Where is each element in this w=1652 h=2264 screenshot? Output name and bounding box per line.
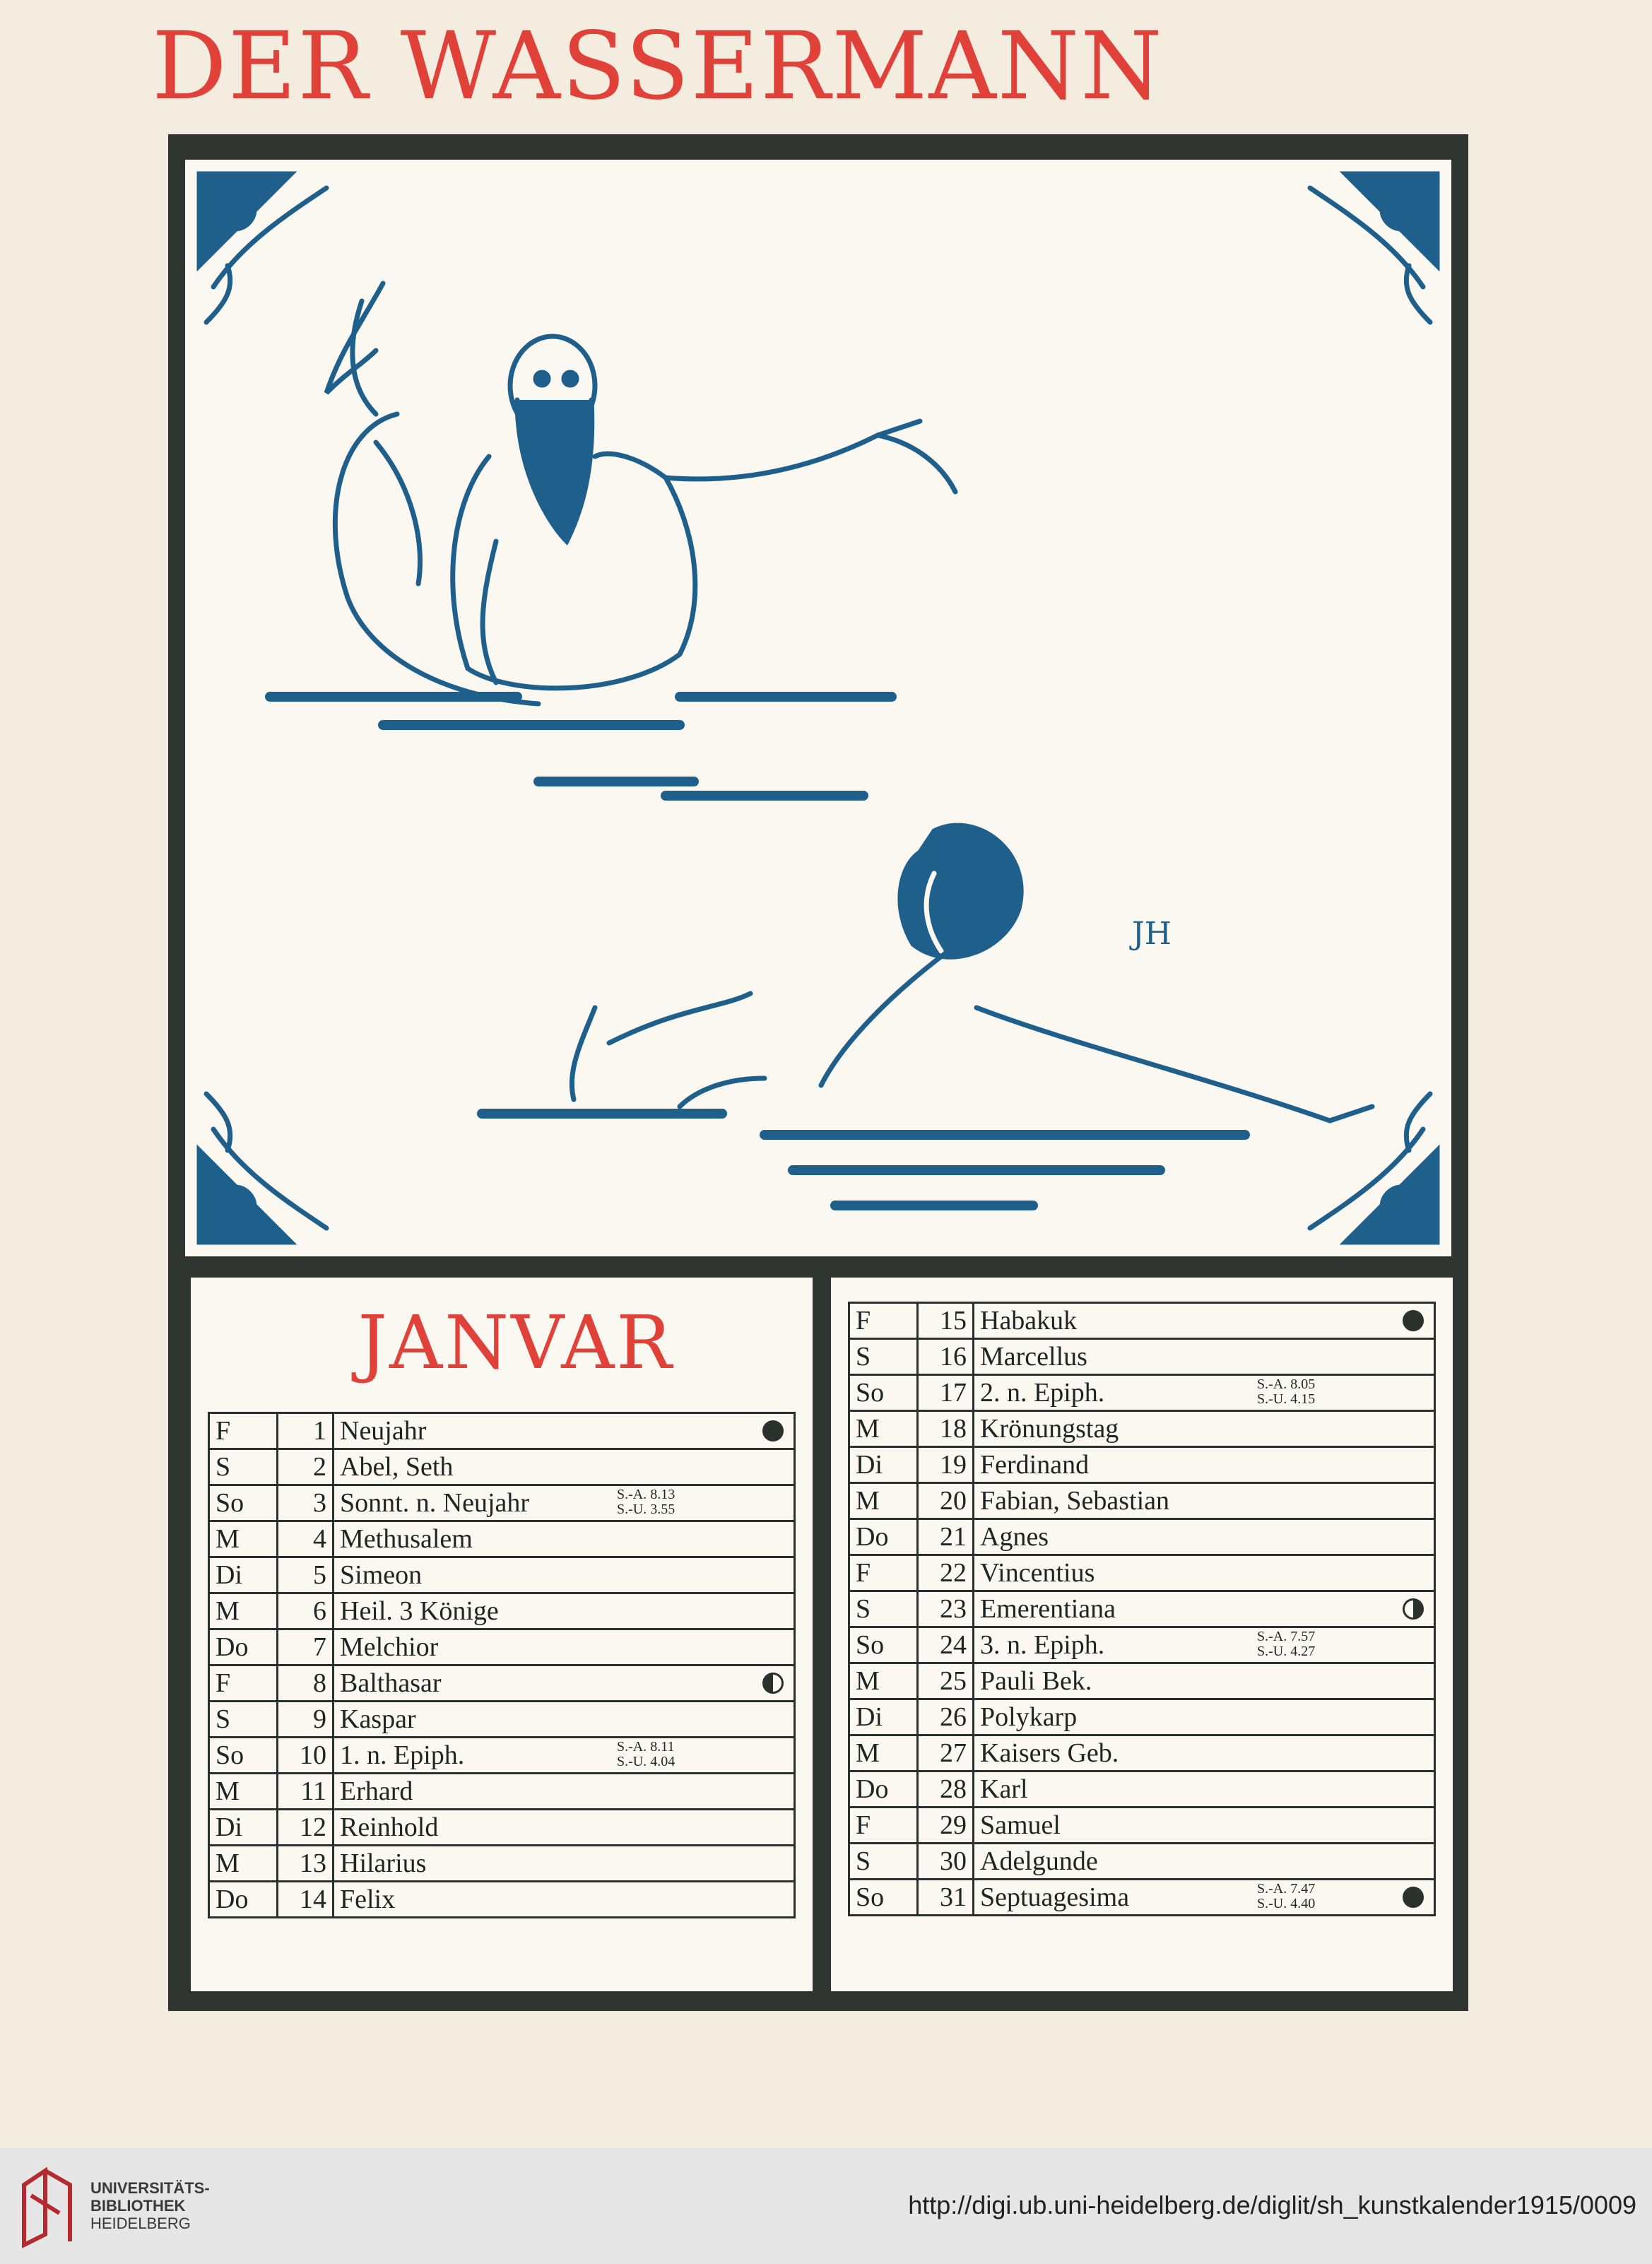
saint-name: Erhard xyxy=(340,1776,413,1806)
weekday-cell: M xyxy=(209,1521,278,1557)
day-number-cell: 15 xyxy=(918,1303,974,1339)
saint-name: 3. n. Epiph. xyxy=(980,1630,1105,1660)
saint-name: Karl xyxy=(980,1774,1028,1804)
day-number-cell: 11 xyxy=(278,1774,334,1810)
calendar-row xyxy=(849,1483,1435,1519)
weekday-cell: M xyxy=(849,1663,918,1699)
logo-line-3: HEIDELBERG xyxy=(90,2215,191,2232)
calendar-row xyxy=(209,1629,795,1665)
weekday-cell: F xyxy=(849,1808,918,1844)
weekday-cell: Di xyxy=(209,1810,278,1846)
name-day-cell xyxy=(974,1699,1435,1735)
name-day-cell xyxy=(334,1810,795,1846)
calendar-table-days-1-14 xyxy=(208,1412,796,1918)
day-number-cell: 24 xyxy=(918,1627,974,1663)
name-day-cell xyxy=(974,1447,1435,1483)
day-number-cell: 23 xyxy=(918,1591,974,1627)
calendar-row xyxy=(209,1413,795,1449)
weekday-cell: M xyxy=(849,1735,918,1771)
weekday-cell: F xyxy=(209,1413,278,1449)
footer-bar xyxy=(0,2148,1652,2264)
name-day-cell xyxy=(334,1593,795,1629)
calendar-panel-left xyxy=(191,1278,813,1991)
day-number-cell: 13 xyxy=(278,1846,334,1882)
name-day-cell xyxy=(974,1844,1435,1880)
sunrise-sunset-times xyxy=(617,1487,675,1517)
weekday-cell: So xyxy=(849,1880,918,1916)
weekday-cell: Do xyxy=(849,1771,918,1808)
calendar-row xyxy=(849,1880,1435,1916)
weekday-cell: Di xyxy=(209,1557,278,1593)
calendar-row xyxy=(849,1519,1435,1555)
moon-phase-icon xyxy=(1403,1887,1424,1908)
name-day-cell xyxy=(974,1375,1435,1411)
calendar-row xyxy=(209,1485,795,1521)
name-day-cell xyxy=(974,1411,1435,1447)
weekday-cell: So xyxy=(209,1738,278,1774)
weekday-cell: M xyxy=(209,1593,278,1629)
calendar-row xyxy=(849,1411,1435,1447)
saint-name: Emerentiana xyxy=(980,1594,1116,1624)
mermaid-figure xyxy=(572,825,1372,1121)
moon-phase-icon xyxy=(762,1420,784,1441)
aquarius-illustration xyxy=(182,157,1454,1259)
sunset-time: S.-U. 3.55 xyxy=(617,1502,675,1517)
library-logo-text xyxy=(90,2179,210,2232)
weekday-cell: Di xyxy=(849,1447,918,1483)
name-day-cell xyxy=(334,1521,795,1557)
calendar-row xyxy=(209,1521,795,1557)
sunset-time: S.-U. 4.04 xyxy=(617,1754,675,1769)
name-day-cell xyxy=(334,1702,795,1738)
illustration-svg xyxy=(185,160,1451,1256)
calendar-row xyxy=(849,1808,1435,1844)
page-title: DER WASSERMANN xyxy=(152,12,1164,121)
moon-phase-icon xyxy=(1403,1598,1424,1620)
saint-name: Samuel xyxy=(980,1810,1061,1840)
day-number-cell: 12 xyxy=(278,1810,334,1846)
water-strokes-upper xyxy=(270,697,892,796)
day-number-cell: 31 xyxy=(918,1880,974,1916)
name-day-cell xyxy=(334,1774,795,1810)
day-number-cell: 26 xyxy=(918,1699,974,1735)
sunrise-sunset-times xyxy=(1257,1882,1315,1911)
corner-ornament-bottom-left xyxy=(199,1094,326,1242)
weekday-cell: M xyxy=(849,1411,918,1447)
name-day-cell xyxy=(334,1557,795,1593)
calendar-row xyxy=(849,1663,1435,1699)
sunrise-time: S.-A. 8.11 xyxy=(617,1739,675,1755)
name-day-cell xyxy=(974,1771,1435,1808)
calendar-row xyxy=(209,1449,795,1485)
day-number-cell: 1 xyxy=(278,1413,334,1449)
saint-name: Habakuk xyxy=(980,1306,1078,1336)
calendar-row xyxy=(849,1555,1435,1591)
calendar-row xyxy=(849,1375,1435,1411)
calendar-row xyxy=(209,1557,795,1593)
weekday-cell: F xyxy=(209,1665,278,1702)
name-day-cell xyxy=(974,1880,1435,1916)
day-number-cell: 21 xyxy=(918,1519,974,1555)
weekday-cell: Do xyxy=(849,1519,918,1555)
library-logo-icon xyxy=(17,2164,81,2248)
name-day-cell xyxy=(974,1627,1435,1663)
saint-name: Methusalem xyxy=(340,1524,473,1554)
corner-ornament-bottom-right xyxy=(1310,1094,1437,1242)
saint-name: 2. n. Epiph. xyxy=(980,1378,1105,1408)
day-number-cell: 28 xyxy=(918,1771,974,1808)
logo-line-2: BIBLIOTHEK xyxy=(90,2197,186,2215)
calendar-row xyxy=(849,1735,1435,1771)
saint-name: Neujahr xyxy=(340,1416,427,1446)
day-number-cell: 18 xyxy=(918,1411,974,1447)
name-day-cell xyxy=(334,1485,795,1521)
name-day-cell xyxy=(974,1735,1435,1771)
water-strokes-lower xyxy=(482,1114,1245,1205)
name-day-cell xyxy=(974,1339,1435,1375)
day-number-cell: 29 xyxy=(918,1808,974,1844)
weekday-cell: S xyxy=(209,1449,278,1485)
calendar-row xyxy=(849,1771,1435,1808)
day-number-cell: 19 xyxy=(918,1447,974,1483)
name-day-cell xyxy=(974,1808,1435,1844)
name-day-cell xyxy=(974,1555,1435,1591)
month-title: JANVAR xyxy=(358,1299,674,1386)
saint-name: Kaspar xyxy=(340,1704,416,1734)
calendar-panel-right xyxy=(831,1278,1453,1991)
day-number-cell: 7 xyxy=(278,1629,334,1665)
name-day-cell xyxy=(974,1303,1435,1339)
name-day-cell xyxy=(974,1663,1435,1699)
weekday-cell: Do xyxy=(209,1882,278,1918)
saint-name: Agnes xyxy=(980,1522,1049,1552)
saint-name: Melchior xyxy=(340,1632,439,1662)
saint-name: Sonnt. n. Neujahr xyxy=(340,1488,530,1518)
moon-phase-icon xyxy=(1403,1310,1424,1331)
calendar-row xyxy=(849,1447,1435,1483)
sunset-time: S.-U. 4.40 xyxy=(1257,1896,1316,1911)
sunrise-time: S.-A. 7.57 xyxy=(1257,1629,1316,1644)
saint-name: Hilarius xyxy=(340,1849,427,1878)
day-number-cell: 3 xyxy=(278,1485,334,1521)
day-number-cell: 25 xyxy=(918,1663,974,1699)
weekday-cell: So xyxy=(849,1375,918,1411)
calendar-row xyxy=(209,1593,795,1629)
artist-monogram: JH xyxy=(1132,916,1172,952)
saint-name: Felix xyxy=(340,1885,396,1914)
calendar-row xyxy=(849,1844,1435,1880)
sunrise-sunset-times xyxy=(617,1740,675,1769)
calendar-row xyxy=(209,1738,795,1774)
calendar-row xyxy=(849,1339,1435,1375)
calendar-row xyxy=(209,1846,795,1882)
name-day-cell xyxy=(334,1665,795,1702)
day-number-cell: 20 xyxy=(918,1483,974,1519)
calendar-row xyxy=(209,1774,795,1810)
sunset-time: S.-U. 4.27 xyxy=(1257,1644,1316,1659)
name-day-cell xyxy=(334,1846,795,1882)
calendar-row xyxy=(849,1303,1435,1339)
calendar-row xyxy=(209,1665,795,1702)
corner-ornament-top-left xyxy=(199,174,326,322)
sunrise-sunset-times xyxy=(1257,1377,1315,1407)
name-day-cell xyxy=(334,1413,795,1449)
saint-name: Krönungstag xyxy=(980,1414,1119,1444)
sunrise-time: S.-A. 7.47 xyxy=(1257,1881,1316,1897)
day-number-cell: 10 xyxy=(278,1738,334,1774)
weekday-cell: So xyxy=(209,1485,278,1521)
name-day-cell xyxy=(334,1629,795,1665)
saint-name: Septuagesima xyxy=(980,1882,1130,1912)
day-number-cell: 17 xyxy=(918,1375,974,1411)
weekday-cell: M xyxy=(849,1483,918,1519)
source-url[interactable]: http://digi.ub.uni-heidelberg.de/diglit/sh_kunstkalender1915/0009 xyxy=(908,2191,1636,2219)
calendar-row xyxy=(209,1882,795,1918)
sunrise-time: S.-A. 8.05 xyxy=(1257,1376,1316,1392)
merman-figure xyxy=(326,283,955,704)
weekday-cell: M xyxy=(209,1774,278,1810)
saint-name: Adelgunde xyxy=(980,1846,1098,1876)
day-number-cell: 16 xyxy=(918,1339,974,1375)
sunset-time: S.-U. 4.15 xyxy=(1257,1391,1316,1407)
saint-name: Marcellus xyxy=(980,1342,1087,1372)
name-day-cell xyxy=(974,1483,1435,1519)
day-number-cell: 22 xyxy=(918,1555,974,1591)
weekday-cell: F xyxy=(849,1555,918,1591)
day-number-cell: 5 xyxy=(278,1557,334,1593)
weekday-cell: S xyxy=(209,1702,278,1738)
day-number-cell: 6 xyxy=(278,1593,334,1629)
calendar-row xyxy=(849,1627,1435,1663)
saint-name: Vincentius xyxy=(980,1558,1095,1588)
weekday-cell: Di xyxy=(849,1699,918,1735)
day-number-cell: 9 xyxy=(278,1702,334,1738)
weekday-cell: S xyxy=(849,1844,918,1880)
saint-name: Reinhold xyxy=(340,1812,439,1842)
day-number-cell: 4 xyxy=(278,1521,334,1557)
calendar-row xyxy=(209,1810,795,1846)
name-day-cell xyxy=(334,1882,795,1918)
saint-name: Balthasar xyxy=(340,1668,442,1698)
calendar-row xyxy=(209,1702,795,1738)
sunrise-time: S.-A. 8.13 xyxy=(617,1487,675,1502)
saint-name: Abel, Seth xyxy=(340,1452,454,1482)
weekday-cell: S xyxy=(849,1339,918,1375)
day-number-cell: 8 xyxy=(278,1665,334,1702)
saint-name: Heil. 3 Könige xyxy=(340,1596,499,1626)
weekday-cell: Do xyxy=(209,1629,278,1665)
calendar-table-days-15-31 xyxy=(848,1302,1436,1916)
corner-ornament-top-right xyxy=(1310,174,1437,322)
weekday-cell: M xyxy=(209,1846,278,1882)
name-day-cell xyxy=(974,1519,1435,1555)
name-day-cell xyxy=(334,1738,795,1774)
logo-line-1: UNIVERSITÄTS- xyxy=(90,2179,210,2197)
saint-name: Ferdinand xyxy=(980,1450,1090,1480)
name-day-cell xyxy=(974,1591,1435,1627)
weekday-cell: So xyxy=(849,1627,918,1663)
weekday-cell: F xyxy=(849,1303,918,1339)
saint-name: Pauli Bek. xyxy=(980,1666,1092,1696)
weekday-cell: S xyxy=(849,1591,918,1627)
sunrise-sunset-times xyxy=(1257,1629,1315,1659)
saint-name: Simeon xyxy=(340,1560,423,1590)
calendar-row xyxy=(849,1591,1435,1627)
calendar-row xyxy=(849,1699,1435,1735)
name-day-cell xyxy=(334,1449,795,1485)
day-number-cell: 14 xyxy=(278,1882,334,1918)
day-number-cell: 2 xyxy=(278,1449,334,1485)
day-number-cell: 30 xyxy=(918,1844,974,1880)
day-number-cell: 27 xyxy=(918,1735,974,1771)
saint-name: Fabian, Sebastian xyxy=(980,1486,1170,1516)
saint-name: Polykarp xyxy=(980,1702,1078,1732)
saint-name: 1. n. Epiph. xyxy=(340,1740,465,1770)
moon-phase-icon xyxy=(762,1673,784,1694)
saint-name: Kaisers Geb. xyxy=(980,1738,1119,1768)
